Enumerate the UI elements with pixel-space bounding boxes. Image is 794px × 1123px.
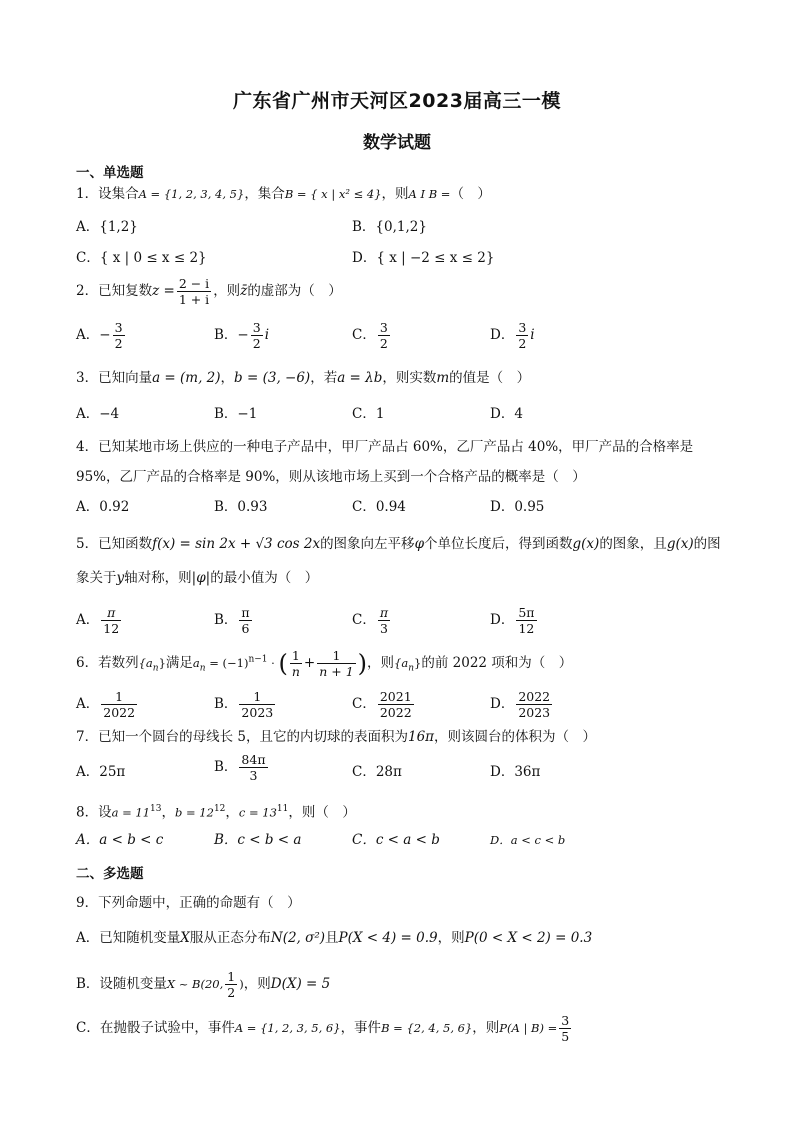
q2-option-d-den: 2 <box>518 336 527 351</box>
q2-stem-b: ，则 <box>213 283 241 299</box>
q9-a-normal: N(2, σ²) <box>270 930 326 946</box>
q8-b-exp: 12 <box>213 804 226 814</box>
q6-fraction-1 <box>290 648 302 679</box>
q6-option-b-den: 2023 <box>241 705 274 720</box>
q5-line2-a: 象关于 <box>76 570 117 586</box>
q6-f2-den: n + 1 <box>319 664 354 679</box>
q5-option-d-fraction <box>516 605 536 636</box>
q3-option-b[interactable]: B．−1 <box>214 406 258 422</box>
q1-stem: 1．设集合 <box>76 186 139 202</box>
q9-b-text-2: ，则 <box>243 976 271 992</box>
q5-option-b-den: 6 <box>241 621 250 636</box>
q6-seq-sub: n <box>152 663 159 674</box>
q2-option-d-i: i <box>530 327 535 343</box>
q6-term-sub: n <box>199 663 206 674</box>
q5-option-c-label: C． <box>352 612 376 628</box>
q6-option-b-num: 1 <box>239 689 275 705</box>
q5-option-b[interactable] <box>214 605 254 636</box>
question-5-line-2 <box>76 568 754 588</box>
q5-option-c[interactable] <box>352 605 392 636</box>
q9-a-x: X <box>180 930 190 946</box>
q2-option-d-num: 3 <box>518 320 527 335</box>
q3-vector-b: b = (3, −6) <box>234 370 311 386</box>
q7-stem: 7．已知一个圆台的母线长 5，且它的内切球的表面积为 <box>76 729 408 745</box>
q6-seq-close: } <box>158 656 166 670</box>
q2-option-b-den: 2 <box>252 336 261 351</box>
q5-line2-b: 轴对称，则 <box>124 570 192 586</box>
q9-b-text-1: B．设随机变量 <box>76 976 167 992</box>
q5-g: g(x) <box>572 536 600 552</box>
q9-a-text-4: ，则 <box>437 930 465 946</box>
q5-g2: g(x) <box>666 536 694 552</box>
q9-c-prob: P(A | B) = <box>499 1021 558 1035</box>
q6-option-d-num: 2022 <box>518 689 551 704</box>
q6-f2-num: 1 <box>317 648 355 664</box>
q2-stem-c: 的虚部为（ ） <box>247 283 342 299</box>
q5-option-c-fraction <box>378 605 390 636</box>
q3-m: m <box>436 370 450 386</box>
q5-option-b-num: π <box>241 605 250 620</box>
q6-dot: · <box>267 656 279 670</box>
q9-c-den: 5 <box>561 1029 570 1044</box>
q7-stem-b: ，则该圆台的体积为（ ） <box>434 729 597 745</box>
q2-option-c-fraction <box>378 320 390 351</box>
q9-c-text-2: ，事件 <box>340 1020 382 1036</box>
q2-option-a[interactable] <box>76 320 127 351</box>
q8-c: c = 13 <box>238 805 277 820</box>
q6-option-a[interactable] <box>76 689 139 720</box>
q7-option-b-num: 84π <box>241 752 266 767</box>
q6-seq-2-close: } <box>414 656 422 670</box>
q5-option-c-den: 3 <box>379 621 388 636</box>
q7-option-c[interactable]: C．28π <box>352 764 402 780</box>
q2-option-c-den: 2 <box>379 336 388 351</box>
q1-stem-d: （ ） <box>450 186 491 202</box>
q5-option-d-den: 12 <box>518 621 535 636</box>
q6-left-paren: ( <box>278 649 288 678</box>
q2-denominator: 1 + i <box>178 292 210 307</box>
q5-option-a-num: π <box>101 605 121 621</box>
q2-option-b-num: 3 <box>252 320 261 335</box>
q3-option-c[interactable]: C．1 <box>352 406 385 422</box>
q9-option-c[interactable] <box>76 1013 754 1044</box>
q5-option-a-fraction <box>101 605 121 636</box>
q9-a-text-3: 且 <box>325 930 339 946</box>
q7-option-b-label: B． <box>214 759 238 775</box>
q8-sep-2: ， <box>225 804 239 821</box>
q6-stem-d: 的前 2022 项和为（ ） <box>421 655 573 671</box>
q2-option-b-sign: − <box>237 327 249 343</box>
q6-term: a <box>192 656 200 670</box>
q9-a-prob-1: P(X < 4) = 0.9 <box>338 930 438 946</box>
q5-option-b-fraction <box>239 605 251 636</box>
q2-option-b-i: i <box>264 327 270 343</box>
section-single-choice: 一、单选题 <box>76 165 144 181</box>
q9-b-close: ) <box>239 977 244 991</box>
q1-option-d[interactable]: D．{ x | −2 ≤ x ≤ 2} <box>352 250 495 266</box>
q6-exponent: n−1 <box>248 654 268 665</box>
q2-stem: 2．已知复数 <box>76 283 153 299</box>
q6-option-c[interactable] <box>352 689 416 720</box>
q5-stem: 5．已知函数 <box>76 536 153 552</box>
q1-option-c[interactable]: C．{ x | 0 ≤ x ≤ 2} <box>76 250 207 266</box>
q9-c-text-1: C．在抛骰子试验中，事件 <box>76 1020 235 1036</box>
page-title: 广东省广州市天河区2023届高三一模 <box>233 90 561 112</box>
q2-option-b-fraction <box>251 320 263 351</box>
q9-c-event-b: B = {2, 4, 5, 6} <box>381 1021 473 1035</box>
q3-stem-b: ，若 <box>310 370 338 386</box>
q6-option-c-label: C． <box>352 696 376 712</box>
q6-option-a-num: 1 <box>101 689 137 705</box>
q2-option-a-num: 3 <box>114 320 123 335</box>
page-subtitle: 数学试题 <box>363 133 431 153</box>
question-4-line-1: 4．已知某地市场上供应的一种电子产品中，甲厂产品占 60%，乙厂产品占 40%，甲厂产品的合格率是 <box>76 439 694 455</box>
q1-stem-c: ，则 <box>381 186 409 202</box>
q2-option-a-sign: − <box>99 327 111 343</box>
question-2 <box>76 276 754 307</box>
q6-option-c-fraction <box>378 689 414 720</box>
q6-eq: = (−1) <box>205 656 249 670</box>
q6-option-a-fraction <box>101 689 137 720</box>
q2-option-a-fraction <box>113 320 125 351</box>
q3-stem: 3．已知向量 <box>76 370 153 386</box>
question-3 <box>76 368 754 388</box>
q6-option-b-fraction <box>239 689 275 720</box>
q5-option-a-label: A． <box>76 612 100 628</box>
q9-c-fraction <box>559 1013 571 1044</box>
q1-option-a[interactable]: A．{1,2} <box>76 219 138 235</box>
q5-option-d-num: 5π <box>518 605 535 620</box>
q1-option-b[interactable]: B．{0,1,2} <box>352 219 427 235</box>
q3-vector-a: a = (m, 2) <box>152 370 221 386</box>
q5-option-a-den: 12 <box>103 621 120 636</box>
q6-option-b[interactable] <box>214 689 277 720</box>
q2-zbar: z̄ <box>240 283 248 299</box>
q5-line2-c: 的最小值为（ ） <box>210 570 319 586</box>
q9-b-dist: X ~ B(20, <box>166 977 224 991</box>
q4-option-a[interactable]: A．0.92 <box>76 499 130 515</box>
q5-option-b-label: B． <box>214 612 238 628</box>
q2-option-a-den: 2 <box>114 336 123 351</box>
q1-set-b: B = { x | x² ≤ 4} <box>284 187 382 201</box>
q8-option-b[interactable]: B．c < b < a <box>214 832 302 848</box>
q9-c-text-3: ，则 <box>472 1020 500 1036</box>
q5-option-d-label: D． <box>490 612 515 628</box>
q2-option-c-label: C． <box>352 327 376 343</box>
q3-option-a[interactable]: A．−4 <box>76 406 120 422</box>
q5-option-a[interactable] <box>76 605 123 636</box>
q1-stem-b: ，集合 <box>244 186 285 202</box>
section-multi-choice: 二、多选题 <box>76 866 144 882</box>
q8-option-d[interactable]: D．a < c < b <box>490 833 566 847</box>
q8-a-exp: 13 <box>150 804 162 814</box>
q1-set-a: A = {1, 2, 3, 4, 5} <box>138 187 245 201</box>
q2-option-b[interactable] <box>214 320 269 351</box>
q9-a-text-1: A．已知随机变量 <box>76 930 181 946</box>
q5-function: f(x) = sin 2x + √3 cos 2x <box>152 536 321 552</box>
q9-b-fraction <box>225 969 237 1000</box>
q6-option-d[interactable] <box>490 689 554 720</box>
q8-option-a[interactable]: A．a < b < c <box>76 832 164 848</box>
q8-option-c[interactable]: C．c < a < b <box>352 832 440 848</box>
q5-stem-d: 的图象，且 <box>599 536 667 552</box>
q5-option-c-num: π <box>379 605 389 620</box>
q9-b-den: 2 <box>227 985 236 1000</box>
q5-stem-c: 个单位长度后，得到函数 <box>424 536 573 552</box>
q5-stem-b: 的图象向左平移 <box>320 536 415 552</box>
q8-c-exp: 11 <box>276 804 289 814</box>
q2-z: z = <box>152 283 175 299</box>
q6-seq: {a <box>138 656 153 670</box>
q6-plus: + <box>303 655 316 671</box>
q2-numerator: 2 − i <box>178 276 210 291</box>
q9-b-variance: D(X) = 5 <box>270 976 331 992</box>
q9-c-num: 3 <box>561 1013 570 1028</box>
q5-phi: φ <box>414 536 425 552</box>
q5-option-d[interactable] <box>490 605 539 636</box>
q3-option-d[interactable]: D．4 <box>490 406 523 422</box>
q7-area: 16π <box>407 729 435 745</box>
q6-f1-num: 1 <box>290 648 302 664</box>
q6-option-a-den: 2022 <box>103 705 136 720</box>
q4-option-c[interactable]: C．0.94 <box>352 499 406 515</box>
q6-stem: 6．若数列 <box>76 655 139 671</box>
q6-seq-2: {a <box>394 656 409 670</box>
q7-option-b[interactable] <box>214 752 270 783</box>
q6-fraction-2 <box>317 648 355 679</box>
q8-b: b = 12 <box>174 805 214 820</box>
question-7 <box>76 727 754 747</box>
q2-option-c-num: 3 <box>379 320 388 335</box>
q7-option-a[interactable]: A．25π <box>76 764 126 780</box>
q6-option-d-den: 2023 <box>518 705 551 720</box>
q5-abs-phi: |φ| <box>191 570 211 586</box>
q7-option-b-fraction <box>239 752 267 783</box>
q5-stem-e: 的图 <box>693 536 721 552</box>
q2-option-c[interactable] <box>352 320 392 351</box>
q9-option-b[interactable] <box>76 969 754 1000</box>
q2-option-d-fraction <box>516 320 528 351</box>
q4-option-b[interactable]: B．0.93 <box>214 499 268 515</box>
question-4-line-2: 95%，乙厂产品的合格率是 90%，则从该地市场上买到一个合格产品的概率是（ ） <box>76 469 586 485</box>
q7-option-d[interactable]: D．36π <box>490 764 541 780</box>
q9-option-a[interactable] <box>76 928 754 948</box>
q4-option-d[interactable]: D．0.95 <box>490 499 545 515</box>
q2-fraction <box>177 276 211 307</box>
q6-option-a-label: A． <box>76 696 100 712</box>
q6-option-d-fraction <box>516 689 552 720</box>
q3-stem-d: 的值是（ ） <box>449 370 531 386</box>
q6-option-d-label: D． <box>490 696 515 712</box>
question-8 <box>76 799 754 823</box>
question-9: 9．下列命题中，正确的命题有（ ） <box>76 895 301 911</box>
q3-sep: ， <box>220 370 235 386</box>
q6-seq-2-sub: n <box>408 663 415 674</box>
q8-stem: 8．设 <box>76 804 112 821</box>
q3-condition: a = λb <box>337 370 383 386</box>
question-1 <box>76 184 754 204</box>
q6-option-c-num: 2021 <box>379 689 412 704</box>
q2-option-a-label: A． <box>76 327 100 343</box>
q1-expr: A I B = <box>408 187 451 201</box>
q6-option-b-label: B． <box>214 696 238 712</box>
q3-stem-c: ，则实数 <box>382 370 437 386</box>
question-6 <box>76 648 754 679</box>
q5-y: y <box>116 570 125 586</box>
q2-option-d[interactable] <box>490 320 535 351</box>
q8-a: a = 11 <box>111 805 151 820</box>
q6-f1-den: n <box>291 664 300 679</box>
q6-stem-c: ，则 <box>367 655 395 671</box>
question-5-line-1 <box>76 534 754 554</box>
q9-a-text-2: 服从正态分布 <box>189 930 271 946</box>
q6-stem-b: 满足 <box>165 655 193 671</box>
q6-option-c-den: 2022 <box>379 705 412 720</box>
q9-c-event-a: A = {1, 2, 3, 5, 6} <box>234 1021 341 1035</box>
q9-b-num: 1 <box>227 969 236 984</box>
q8-stem-b: ，则（ ） <box>288 804 356 821</box>
q2-option-d-label: D． <box>490 327 515 343</box>
q7-option-b-den: 3 <box>249 768 258 783</box>
q2-option-b-label: B． <box>214 327 238 343</box>
q6-right-paren: ) <box>357 649 368 678</box>
q8-sep-1: ， <box>161 804 175 821</box>
q9-a-prob-2: P(0 < X < 2) = 0.3 <box>464 930 593 946</box>
